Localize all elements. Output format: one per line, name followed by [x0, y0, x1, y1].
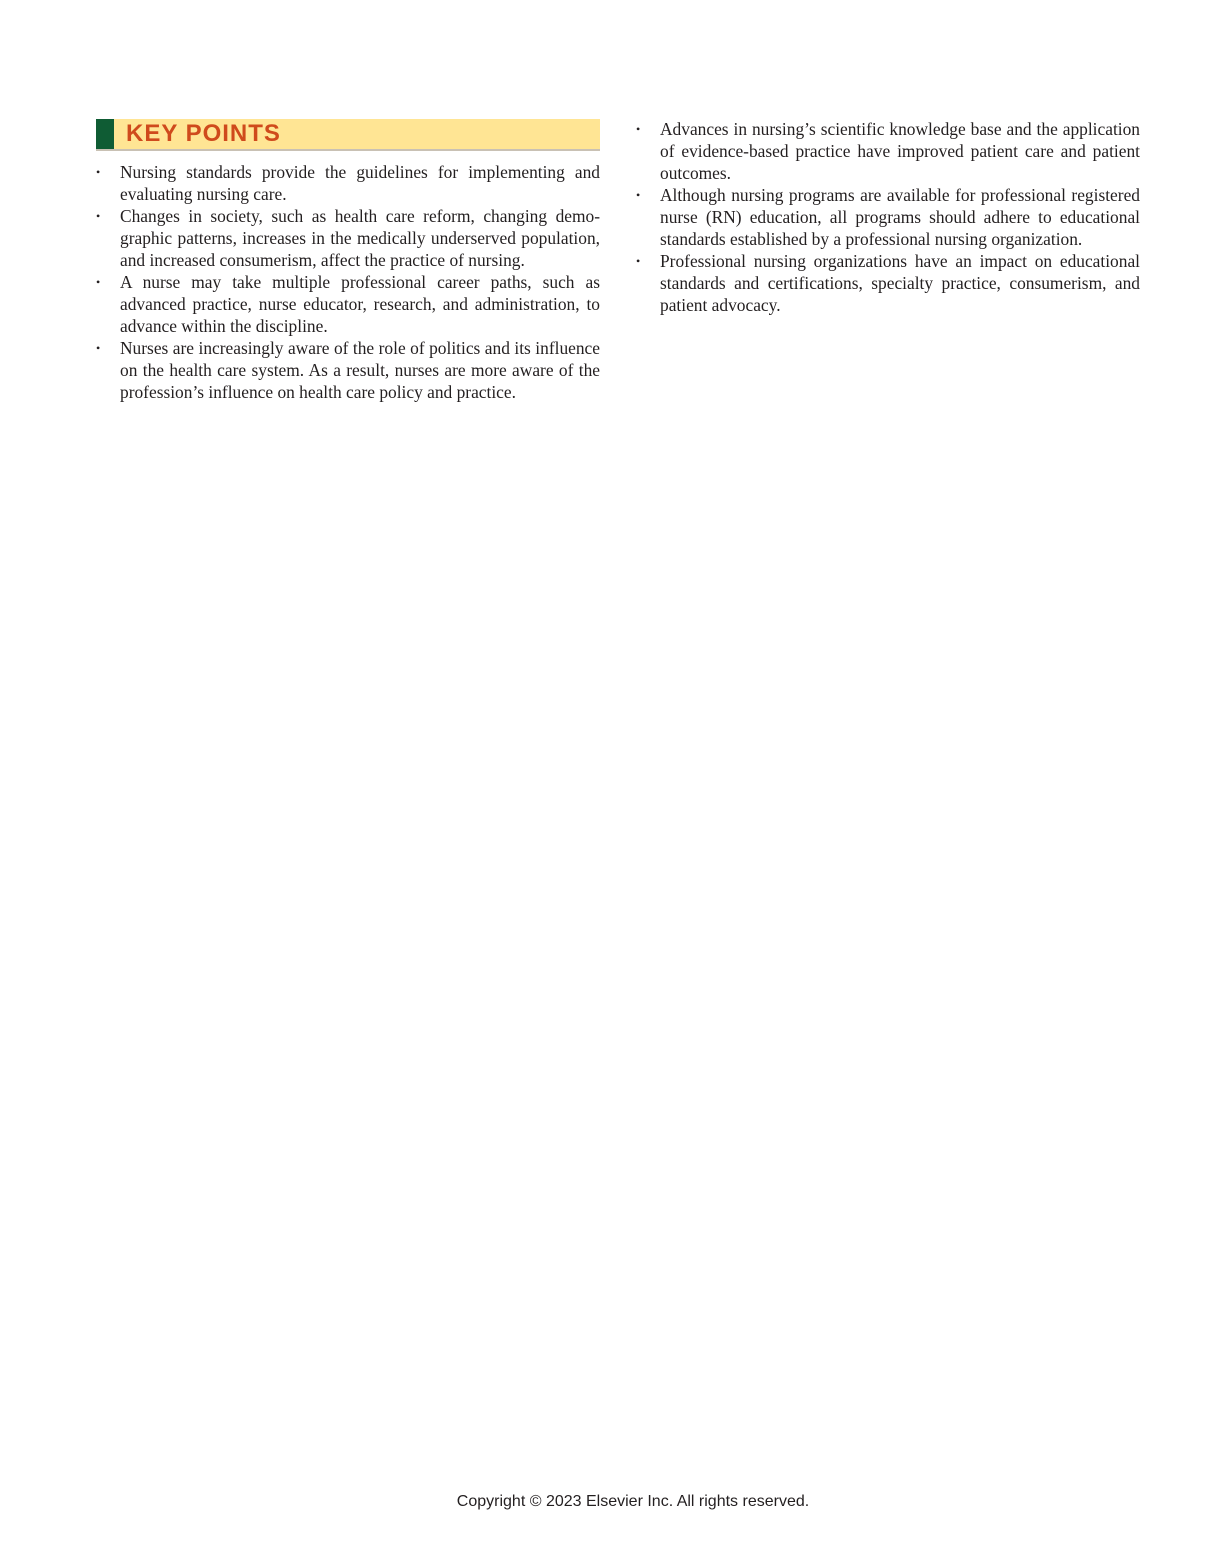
list-item-text: Advances in nursing’s scientific knowledge base and the application of evidence-based practice have improved patient care and patient outcomes.	[660, 119, 1140, 183]
bullet-icon: •	[96, 209, 101, 223]
bullet-icon: •	[96, 275, 101, 289]
list-item-text: A nurse may take multiple professional career paths, such as advanced practice, nurse educator, research, and administration, to advance within the discipline.	[120, 272, 600, 336]
key-points-list-left	[96, 161, 600, 403]
list-item	[636, 184, 1140, 250]
key-points-heading: KEY POINTS	[126, 120, 281, 147]
bullet-icon: •	[96, 165, 101, 179]
list-item-text: Although nursing programs are available for professional registered nurse (RN) education, all programs should adhere to educational standards established by a professional nursing organization.	[660, 185, 1140, 249]
bullet-icon: •	[636, 254, 641, 268]
list-item	[96, 337, 600, 403]
list-item	[96, 271, 600, 337]
copyright-footer: Copyright © 2023 Elsevier Inc. All rights reserved.	[456, 1493, 810, 1510]
key-points-right-column	[636, 118, 1140, 316]
heading-accent-block	[96, 119, 114, 149]
list-item-text: Nurses are increasingly aware of the role of politics and its influence on the health care system. As a result, nurses are more aware of the profession’s influence on health care policy and practice.	[120, 338, 600, 402]
list-item	[96, 205, 600, 271]
list-item-text: Changes in society, such as health care reform, changing demographic patterns, increases in the medically underserved population, and increased consumerism, affect the practice of nursing.	[120, 206, 600, 270]
list-item	[636, 250, 1140, 316]
list-item	[636, 118, 1140, 184]
bullet-icon: •	[96, 341, 101, 355]
key-points-heading-bar	[96, 119, 600, 151]
list-item-text: Nursing standards provide the guidelines for implementing and evaluating nursing care.	[120, 162, 600, 204]
list-item-text: Professional nursing organizations have an impact on educational standards and certifications, specialty practice, consumerism, and patient advocacy.	[660, 251, 1140, 315]
bullet-icon: •	[636, 188, 641, 202]
key-points-list-right	[636, 118, 1140, 316]
bullet-icon: •	[636, 122, 641, 136]
list-item	[96, 161, 600, 205]
key-points-left-column	[96, 119, 600, 403]
